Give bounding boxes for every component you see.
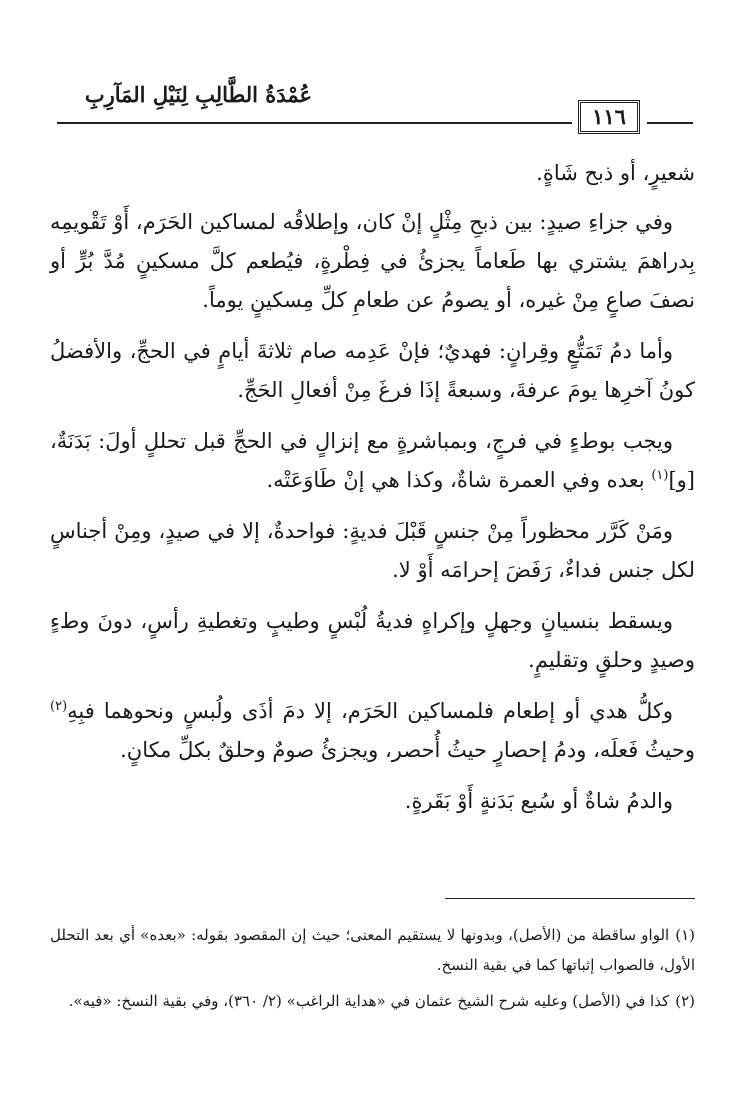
footnote-separator <box>445 898 695 899</box>
paragraph <box>50 422 695 500</box>
footnotes <box>50 920 695 1022</box>
footnote-marker: (١) <box>651 468 669 483</box>
footnote-number: (٢) <box>675 992 695 1010</box>
footnote-number: (١) <box>675 926 695 944</box>
footnote-marker: (٢) <box>50 699 68 714</box>
paragraph-text: وحيثُ فَعلَه، ودمُ إحصارٍ حيثُ أُحصر، ويجزئُ صومٌ وحلقٌ بكلِّ مكانٍ. <box>120 738 695 762</box>
paragraph: وأما دمُ تَمَتُّعٍ وقِرانٍ: فهديٌ؛ فإنْ عَدِمه صام ثلاثةَ أيامٍ في الحجِّ، والأفضلُ كونُ آخرِها يومَ عرفةَ، وسبعةً إذَا فرغَ مِنْ أفعالِ الحَجِّ. <box>50 339 695 402</box>
header-rule-short <box>647 122 693 124</box>
running-title: عُمْدَةُ الطَّالِبِ لِنَيْلِ المَآرِبِ <box>84 82 312 107</box>
paragraph: شعيرٍ، أو ذبح شَاةٍ. <box>536 161 695 185</box>
paragraph: ويسقط بنسيانٍ وجهلٍ وإكراهٍ فديةُ لُبْسٍ وطيبٍ وتغطيةِ رأسٍ، دونَ وطءٍ وصيدٍ وحلقٍ وتقليمٍ. <box>50 609 695 672</box>
paragraph: وفي جزاءِ صيدٍ: بين ذبحِ مِثْلٍ إنْ كان، وإطلاقُه لمساكين الحَرَم، أَوْ تَقْويمِه بِدراهمَ يشتري بها طَعاماً يجزئُ في فِطْرةٍ، فيُطعم كلَّ مسكينٍ مُدَّ بُرٍّ أو نصفَ صاعٍ مِنْ غيره، أو يصومُ عن طعامِ كلِّ مِسكينٍ يوماً. <box>50 210 695 312</box>
footnote <box>50 920 695 980</box>
footnote <box>50 986 695 1016</box>
paragraph: ومَنْ كَرَّر محظوراً مِنْ جنسٍ قَبْلَ فديةٍ: فواحدةٌ، إلا في صيدٍ، ومِنْ أجناسٍ لكل جنس فداءٌ، رَفَضَ إحرامَه أَوْ لا. <box>50 519 695 582</box>
footnote-text: الواو ساقطة من (الأصل)، وبدونها لا يستقيم المعنى؛ حيث إن المقصود بقوله: «بعده» أي بعد التحلل الأول، فالصواب إثباتها كما في بقية النسخ. <box>50 926 695 974</box>
footnote-text: كذا في (الأصل) وعليه شرح الشيخ عثمان في «هداية الراغب» (٢/ ٣٦٠)، وفي بقية النسخ: «فيه». <box>68 992 670 1010</box>
paragraph-text: وكلُّ هدي أو إطعام فلمساكين الحَرَم، إلا دمَ أذَى ولُبسٍ ونحوهما فبِهِ <box>67 699 673 723</box>
paragraph-text: بعده وفي العمرة شاةٌ، وكذا هي إنْ طَاوَعَتْه. <box>266 468 645 492</box>
paragraph-text: ويجب بوطءٍ في فرجٍ، وبمباشرةٍ مع إنزالٍ في الحجِّ قبل تحللٍ أولَ: بَدَنَةٌ، [و] <box>50 429 695 492</box>
header-rule <box>57 122 572 124</box>
paragraph: والدمُ شاةٌ أو سُبع بَدَنةٍ أَوْ بَقَرةٍ. <box>404 789 673 813</box>
main-text <box>50 154 695 833</box>
paragraph <box>50 692 695 770</box>
page-number: ١١٦ <box>578 100 640 134</box>
